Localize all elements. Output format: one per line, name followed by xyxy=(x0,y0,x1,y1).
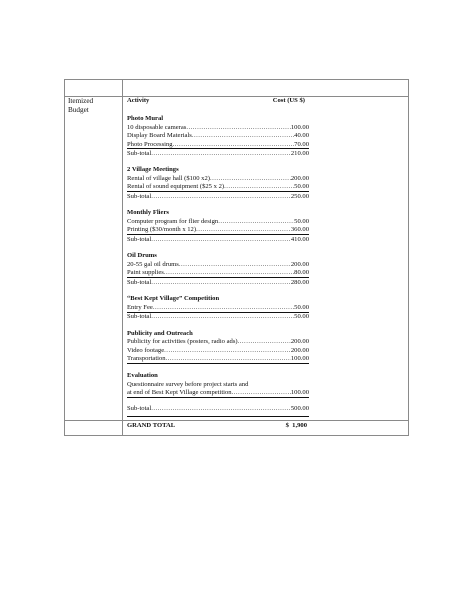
table-column-divider xyxy=(122,80,123,435)
subtotal-row: Sub-total ..... 410.00 xyxy=(127,236,309,245)
section-publicity-outreach xyxy=(127,330,309,364)
grand-total-label: GRAND TOTAL xyxy=(127,422,176,430)
subtotal-row: Sub-total ..... 280.00 xyxy=(127,279,309,288)
section-title: Oil Drums xyxy=(127,252,157,260)
budget-content xyxy=(127,96,309,430)
line-item: Printing ($30/month x 12) ..... 360.00 xyxy=(127,226,309,235)
row-label: Itemized Budget xyxy=(68,97,94,114)
subtotal-row: Sub-total ..... 210.00 xyxy=(127,150,309,159)
section-title: Evaluation xyxy=(127,372,158,380)
section-title: 2 Village Meetings xyxy=(127,166,179,174)
activity-header: Activity xyxy=(127,97,150,104)
line-item: Photo Processing ..... 70.00 xyxy=(127,141,309,150)
section-best-kept-village xyxy=(127,295,309,321)
line-item: Display Board Materials ..... 40.00 xyxy=(127,132,309,141)
line-item: Video footage ..... 200.00 xyxy=(127,347,309,356)
section-village-meetings xyxy=(127,166,309,201)
budget-table xyxy=(64,79,409,436)
subtotal-row: Sub-total ..... 500.00 xyxy=(127,405,309,414)
line-item: Publicity for activities (posters, radio ads) ..... 200.00 xyxy=(127,338,309,347)
section-title: Photo Mural xyxy=(127,115,164,122)
evaluation-line: Questionnaire survey before project starts and xyxy=(127,380,249,388)
subtotal-row: Sub-total ..... 250.00 xyxy=(127,193,309,202)
total-divider xyxy=(127,416,309,417)
section-title: Monthly Fliers xyxy=(127,209,169,217)
section-title: “Best Kept Village” Competition xyxy=(127,295,220,303)
subtotal-row: Sub-total ..... 50.00 xyxy=(127,313,309,322)
line-item: Computer program for flier design ..... 50.00 xyxy=(127,218,309,227)
cost-header: Cost (US $) xyxy=(272,97,305,104)
line-item: 10 disposable cameras ..... 100.00 xyxy=(127,124,309,133)
line-item: Rental of village hall ($100 x2) ..... 200.00 xyxy=(127,175,309,184)
section-title: Publicity and Outreach xyxy=(127,329,193,337)
section-evaluation xyxy=(127,372,309,413)
column-header xyxy=(127,96,309,105)
line-item: Paint supplies ..... 80.00 xyxy=(127,269,309,278)
section-photo-mural xyxy=(127,115,309,158)
line-item: Rental of sound equipment ($25 x 2) ..... 50.00 xyxy=(127,183,309,192)
line-item: Transportation ..... 100.00 xyxy=(127,355,309,364)
section-monthly-fliers xyxy=(127,209,309,244)
line-item: 20-55 gal oil drums ..... 200.00 xyxy=(127,261,309,270)
grand-total-row xyxy=(127,421,309,430)
line-item: Entry Fee ..... 50.00 xyxy=(127,304,309,313)
section-oil-drums xyxy=(127,252,309,287)
grand-total-value: $ 1,900 xyxy=(285,422,307,430)
line-item: at end of Best Kept Village competition ..... 100.00 xyxy=(127,389,309,398)
